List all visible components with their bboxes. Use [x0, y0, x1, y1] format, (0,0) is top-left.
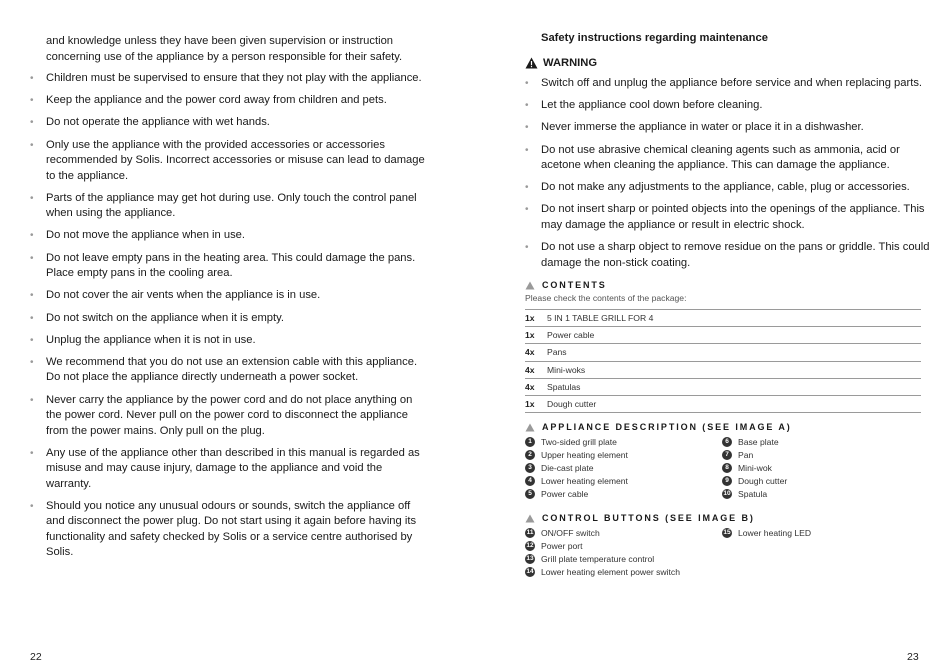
bullet-icon: •: [525, 78, 529, 89]
part-label: Pan: [738, 449, 754, 460]
list-item: [525, 120, 935, 136]
page-number: 22: [30, 651, 42, 663]
qty-cell: 4x: [525, 378, 547, 395]
qty-cell: 1x: [525, 395, 547, 412]
number-badge: 4: [525, 476, 535, 486]
triangle-icon: [525, 423, 535, 432]
bullet-icon: •: [30, 312, 34, 324]
bullet-icon: •: [30, 117, 34, 129]
list-item: [525, 526, 680, 539]
list-item-text: Do not leave empty pans in the heating area. This could damage the pans. Place empty pans in the cooling area.: [46, 251, 416, 280]
list-item-text: Children must be supervised to ensure that they not play with the appliance.: [46, 72, 422, 84]
item-cell: Power cable: [547, 327, 921, 344]
list-item: [30, 333, 430, 349]
part-label: Mini-wok: [738, 462, 772, 473]
bullet-icon: •: [525, 204, 529, 216]
part-label: Lower heating element: [541, 475, 628, 486]
table-row: [525, 310, 921, 327]
appliance-description-title: [525, 422, 792, 432]
list-item-text: Any use of the appliance other than described in this manual is regarded as misuse and may cause injury, damage to the appliance and void the warranty.: [46, 446, 420, 490]
warning-bullet-list: [525, 76, 935, 278]
parts-column-2: [722, 435, 787, 500]
table-row: [525, 344, 921, 361]
list-item-text: Let the appliance cool down before cleaning.: [541, 99, 763, 112]
contents-title-text: CONTENTS: [542, 280, 607, 290]
safety-bullet-list: [30, 71, 430, 568]
parts-column-1: [525, 435, 628, 500]
part-label: Two-sided grill plate: [541, 436, 617, 447]
controls-column-2: [722, 526, 811, 539]
section-heading: Safety instructions regarding maintenance: [541, 32, 768, 44]
list-item: [30, 393, 430, 440]
list-item: [30, 71, 430, 87]
qty-cell: 4x: [525, 344, 547, 361]
list-item-text: We recommend that you do not use an extension cable with this appliance. Do not place the appliance directly underneath a power socket.: [46, 355, 418, 384]
list-item-text: Do not use abrasive chemical cleaning agents such as ammonia, acid or acetone when cleaning the appliance. This can damage the appliance.: [541, 143, 900, 172]
control-buttons-title: [525, 513, 755, 523]
item-cell: Dough cutter: [547, 395, 921, 412]
contents-title: [525, 280, 607, 290]
contents-table: [525, 309, 921, 413]
list-item-text: Keep the appliance and the power cord away from children and pets.: [46, 94, 387, 107]
list-item: [525, 240, 935, 271]
bullet-icon: •: [30, 290, 34, 302]
list-item: [525, 435, 628, 448]
control-label: Grill plate temperature control: [541, 553, 655, 564]
list-item: [30, 311, 430, 327]
control-label: Power port: [541, 540, 583, 551]
list-item: [525, 202, 935, 233]
number-badge: 7: [722, 450, 732, 460]
list-item: [30, 355, 430, 386]
number-badge: 11: [526, 528, 534, 536]
bullet-icon: •: [30, 500, 34, 512]
bullet-icon: •: [525, 242, 529, 254]
item-cell: Spatulas: [547, 378, 921, 395]
bullet-icon: •: [30, 334, 34, 346]
control-buttons-title-text: CONTROL BUTTONS (SEE IMAGE B): [542, 513, 755, 523]
triangle-icon: [525, 514, 535, 523]
number-badge: 14: [526, 567, 534, 575]
list-item-text: Switch off and unplug the appliance before service and when replacing parts.: [541, 77, 923, 89]
list-item: [30, 115, 430, 131]
part-label: Dough cutter: [738, 475, 788, 486]
number-badge: 15: [723, 528, 731, 536]
bullet-icon: •: [525, 100, 529, 112]
list-item: [30, 288, 430, 304]
list-item: [525, 474, 628, 487]
list-item: [30, 251, 430, 282]
warning-label: WARNING: [543, 57, 598, 69]
number-badge: 9: [722, 476, 732, 486]
list-item: [525, 143, 935, 174]
part-label: Power cable: [541, 488, 589, 499]
list-item: [525, 487, 628, 500]
bullet-icon: •: [30, 356, 34, 368]
contents-subtitle: Please check the contents of the package:: [525, 293, 687, 303]
bullet-icon: •: [30, 447, 34, 459]
table-row: [525, 395, 921, 412]
table-row: [525, 327, 921, 344]
list-item: [30, 191, 430, 222]
list-item-text: Parts of the appliance may get hot during use. Only touch the control panel when using the appliance.: [46, 191, 417, 220]
table-row: [525, 378, 921, 395]
item-cell: Pans: [547, 344, 921, 361]
list-item: [525, 180, 935, 196]
list-item: [30, 138, 430, 185]
number-badge: 8: [722, 463, 732, 473]
bullet-icon: •: [525, 182, 529, 194]
warning-icon: [525, 57, 538, 69]
controls-column-1: [525, 526, 680, 578]
list-item: [525, 539, 680, 552]
number-badge: 1: [525, 437, 535, 447]
appliance-description-title-text: APPLIANCE DESCRIPTION (SEE IMAGE A): [542, 422, 792, 432]
list-item: [30, 499, 430, 561]
list-item: [30, 93, 430, 109]
item-cell: Mini-woks: [547, 361, 921, 378]
lead-paragraph: and knowledge unless they have been given supervision or instruction concerning use of the appliance by a person responsible for their safety.: [46, 35, 403, 63]
right-page: [475, 0, 950, 663]
item-cell: 5 IN 1 TABLE GRILL FOR 4: [547, 310, 921, 327]
list-item-text: Should you notice any unusual odours or sounds, switch the appliance off and disconnect the power plug. Do not start using it again before having its functionality and safety checked by Solis or a service centre authorised by Solis.: [46, 499, 417, 559]
table-row: [525, 361, 921, 378]
qty-cell: 4x: [525, 361, 547, 378]
list-item-text: Do not make any adjustments to the appliance, cable, plug or accessories.: [541, 181, 910, 194]
number-badge: 13: [526, 554, 534, 562]
bullet-icon: •: [525, 122, 529, 134]
list-item: [30, 228, 430, 244]
control-label: Lower heating LED: [738, 527, 812, 538]
bullet-icon: •: [30, 192, 34, 204]
list-item: [722, 461, 787, 474]
list-item: [525, 98, 935, 114]
bullet-icon: •: [30, 394, 34, 406]
bullet-icon: •: [30, 73, 34, 84]
list-item: [722, 526, 811, 539]
control-label: ON/OFF switch: [541, 527, 600, 538]
qty-cell: 1x: [525, 310, 547, 327]
list-item-text: Only use the appliance with the provided accessories or accessories recommended by Solis. Incorrect accessories or misuse can lead to damage to the appliance.: [46, 138, 425, 182]
part-label: Die-cast plate: [541, 462, 594, 473]
list-item-text: Never carry the appliance by the power cord and do not place anything on the power cord. Never pull on the power cord to disconnect the appliance from the power mains. Only pull on the plug.: [46, 393, 413, 437]
qty-cell: 1x: [525, 327, 547, 344]
list-item: [525, 565, 680, 578]
triangle-icon: [525, 281, 535, 290]
list-item: [30, 446, 430, 493]
number-badge: 10: [723, 489, 731, 497]
list-item: [722, 474, 787, 487]
page-number: 23: [907, 651, 919, 663]
warning-heading: [525, 57, 597, 69]
list-item: [722, 435, 787, 448]
list-item-text: Do not cover the air vents when the appliance is in use.: [46, 289, 321, 302]
control-label: Lower heating element power switch: [541, 566, 681, 577]
bullet-icon: •: [30, 139, 34, 151]
list-item-text: Do not use a sharp object to remove residue on the pans or griddle. This could damage the non-stick coating.: [541, 241, 930, 269]
list-item: [525, 76, 935, 92]
bullet-icon: •: [30, 95, 34, 107]
list-item-text: Do not switch on the appliance when it is empty.: [46, 311, 284, 324]
number-badge: 3: [525, 463, 535, 473]
part-label: Base plate: [738, 436, 779, 447]
list-item-text: Do not operate the appliance with wet hands.: [46, 116, 270, 129]
list-item: [525, 448, 628, 461]
part-label: Upper heating element: [541, 449, 628, 460]
list-item-text: Do not insert sharp or pointed objects into the openings of the appliance. This may damage the appliance or result in electric shock.: [541, 203, 925, 231]
bullet-icon: •: [30, 252, 34, 264]
list-item-text: Unplug the appliance when it is not in use.: [46, 333, 256, 346]
number-badge: 12: [526, 541, 534, 549]
list-item-text: Do not move the appliance when in use.: [46, 229, 246, 242]
list-item: [722, 448, 787, 461]
bullet-icon: •: [30, 230, 34, 242]
list-item: [525, 461, 628, 474]
list-item-text: Never immerse the appliance in water or place it in a dishwasher.: [541, 121, 864, 134]
list-item: [722, 487, 787, 500]
part-label: Spatula: [738, 488, 768, 499]
bullet-icon: •: [525, 144, 529, 156]
number-badge: 5: [525, 489, 535, 499]
number-badge: 6: [722, 437, 732, 447]
list-item: [525, 552, 680, 565]
number-badge: 2: [525, 450, 535, 460]
